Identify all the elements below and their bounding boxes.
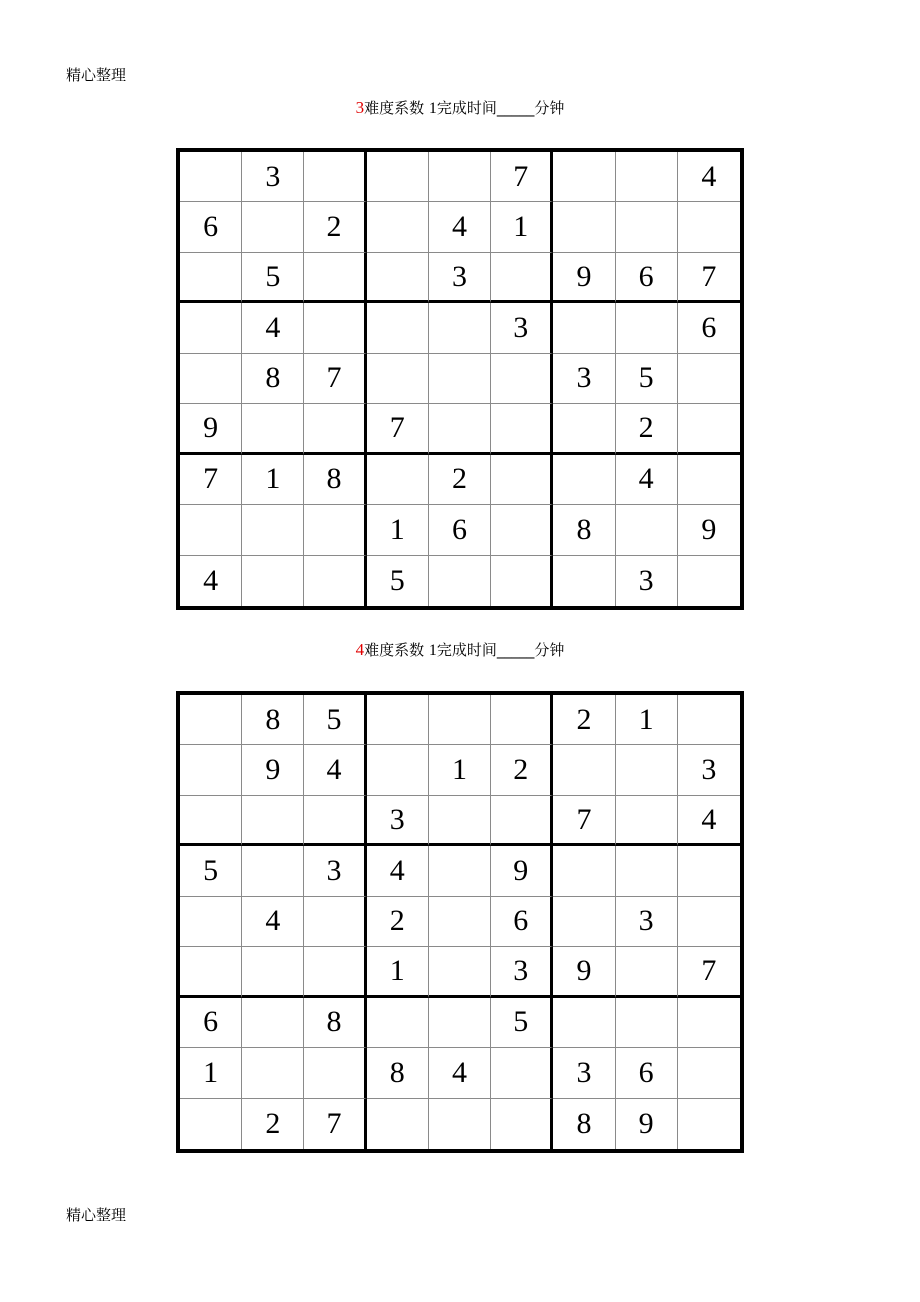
sudoku-cell <box>180 152 242 202</box>
sudoku-cell: 1 <box>429 745 491 795</box>
sudoku-cell: 3 <box>616 897 678 947</box>
sudoku-cell <box>180 796 242 846</box>
sudoku-cell <box>304 253 366 303</box>
sudoku-cell: 8 <box>553 505 615 555</box>
sudoku-cell: 4 <box>242 897 304 947</box>
difficulty-label: 难度系数 <box>364 99 425 117</box>
sudoku-cell <box>429 846 491 896</box>
sudoku-cell: 8 <box>242 695 304 745</box>
sudoku-cell: 5 <box>180 846 242 896</box>
page-footer-label: 精心整理 <box>66 1206 127 1224</box>
sudoku-cell <box>180 745 242 795</box>
puzzle-3-title <box>0 99 920 118</box>
sudoku-cell <box>304 796 366 846</box>
sudoku-cell <box>304 1048 366 1098</box>
sudoku-cell: 2 <box>491 745 553 795</box>
sudoku-cell: 4 <box>180 556 242 606</box>
sudoku-cell <box>304 152 366 202</box>
sudoku-cell <box>616 303 678 353</box>
sudoku-cell <box>678 354 740 404</box>
sudoku-cell: 6 <box>678 303 740 353</box>
sudoku-cell <box>616 796 678 846</box>
time-blank: _____ <box>496 99 535 117</box>
sudoku-cell <box>180 947 242 997</box>
sudoku-cell <box>616 152 678 202</box>
time-unit: 分钟 <box>534 99 565 117</box>
sudoku-cell: 2 <box>616 404 678 454</box>
sudoku-cell <box>180 505 242 555</box>
sudoku-cell: 3 <box>553 354 615 404</box>
sudoku-cell: 5 <box>304 695 366 745</box>
sudoku-cell <box>429 303 491 353</box>
sudoku-cell: 6 <box>491 897 553 947</box>
sudoku-grid-4 <box>176 691 744 1153</box>
sudoku-cell <box>180 303 242 353</box>
time-unit: 分钟 <box>534 641 565 659</box>
sudoku-cell <box>491 796 553 846</box>
sudoku-cell <box>553 556 615 606</box>
sudoku-cell <box>180 354 242 404</box>
sudoku-cell: 3 <box>304 846 366 896</box>
sudoku-cell: 3 <box>678 745 740 795</box>
sudoku-cell <box>429 947 491 997</box>
sudoku-cell <box>491 455 553 505</box>
sudoku-cell: 4 <box>429 202 491 252</box>
difficulty-value: 1 <box>428 100 437 117</box>
sudoku-cell <box>491 354 553 404</box>
sudoku-cell <box>678 897 740 947</box>
sudoku-cell: 6 <box>180 202 242 252</box>
sudoku-cell <box>242 796 304 846</box>
sudoku-cell <box>367 695 429 745</box>
sudoku-cell: 9 <box>553 253 615 303</box>
sudoku-cell <box>553 202 615 252</box>
sudoku-cell: 4 <box>429 1048 491 1098</box>
sudoku-cell <box>678 695 740 745</box>
sudoku-cell <box>429 695 491 745</box>
sudoku-cell <box>367 455 429 505</box>
sudoku-cell <box>553 998 615 1048</box>
sudoku-cell: 4 <box>242 303 304 353</box>
sudoku-cell <box>367 303 429 353</box>
sudoku-cell <box>553 303 615 353</box>
sudoku-cell <box>616 745 678 795</box>
sudoku-cell <box>367 202 429 252</box>
sudoku-cell: 9 <box>678 505 740 555</box>
sudoku-cell <box>616 846 678 896</box>
sudoku-cell <box>429 1099 491 1149</box>
sudoku-cell: 2 <box>367 897 429 947</box>
sudoku-cell: 7 <box>180 455 242 505</box>
sudoku-cell <box>429 998 491 1048</box>
sudoku-cell <box>491 695 553 745</box>
sudoku-cell: 1 <box>616 695 678 745</box>
sudoku-cell: 9 <box>553 947 615 997</box>
sudoku-cell <box>429 556 491 606</box>
sudoku-cell: 6 <box>616 1048 678 1098</box>
sudoku-cell <box>429 897 491 947</box>
puzzle-number: 3 <box>355 98 365 117</box>
sudoku-cell <box>367 354 429 404</box>
sudoku-cell <box>304 556 366 606</box>
sudoku-cell <box>491 556 553 606</box>
difficulty-value: 1 <box>428 642 437 659</box>
page-header-label: 精心整理 <box>66 66 127 84</box>
sudoku-cell <box>304 947 366 997</box>
sudoku-cell: 1 <box>491 202 553 252</box>
sudoku-cell <box>242 998 304 1048</box>
sudoku-cell <box>553 897 615 947</box>
sudoku-cell: 7 <box>367 404 429 454</box>
sudoku-cell <box>429 404 491 454</box>
time-label: 完成时间 <box>436 99 497 117</box>
sudoku-cell <box>491 404 553 454</box>
sudoku-cell <box>304 303 366 353</box>
sudoku-cell <box>616 505 678 555</box>
sudoku-cell: 8 <box>367 1048 429 1098</box>
sudoku-cell: 3 <box>491 303 553 353</box>
sudoku-cell <box>242 947 304 997</box>
sudoku-cell <box>553 846 615 896</box>
sudoku-cell <box>242 202 304 252</box>
sudoku-cell: 1 <box>180 1048 242 1098</box>
sudoku-cell: 8 <box>304 455 366 505</box>
sudoku-cell: 2 <box>242 1099 304 1149</box>
sudoku-cell: 6 <box>180 998 242 1048</box>
sudoku-cell: 3 <box>616 556 678 606</box>
time-label: 完成时间 <box>436 641 497 659</box>
sudoku-cell: 2 <box>429 455 491 505</box>
sudoku-cell: 6 <box>429 505 491 555</box>
sudoku-cell: 5 <box>491 998 553 1048</box>
sudoku-cell <box>180 695 242 745</box>
sudoku-cell: 9 <box>180 404 242 454</box>
sudoku-cell <box>616 998 678 1048</box>
sudoku-cell: 4 <box>678 152 740 202</box>
sudoku-cell: 9 <box>616 1099 678 1149</box>
sudoku-cell <box>242 1048 304 1098</box>
sudoku-cell: 4 <box>304 745 366 795</box>
sudoku-cell: 8 <box>242 354 304 404</box>
sudoku-cell <box>304 897 366 947</box>
sudoku-cell <box>180 253 242 303</box>
sudoku-cell <box>242 556 304 606</box>
sudoku-cell <box>180 1099 242 1149</box>
sudoku-cell <box>553 404 615 454</box>
sudoku-cell <box>678 455 740 505</box>
sudoku-cell <box>429 152 491 202</box>
sudoku-cell <box>429 354 491 404</box>
puzzle-number: 4 <box>355 640 365 659</box>
sudoku-cell <box>616 202 678 252</box>
sudoku-cell: 4 <box>678 796 740 846</box>
sudoku-cell <box>553 745 615 795</box>
sudoku-cell <box>180 897 242 947</box>
difficulty-label: 难度系数 <box>364 641 425 659</box>
sudoku-cell <box>616 947 678 997</box>
sudoku-cell: 7 <box>304 1099 366 1149</box>
sudoku-cell <box>367 253 429 303</box>
sudoku-cell <box>367 745 429 795</box>
sudoku-cell: 9 <box>242 745 304 795</box>
sudoku-cell: 5 <box>242 253 304 303</box>
sudoku-cell: 2 <box>304 202 366 252</box>
sudoku-cell: 3 <box>553 1048 615 1098</box>
sudoku-grid-3 <box>176 148 744 610</box>
sudoku-cell: 5 <box>616 354 678 404</box>
sudoku-cell: 7 <box>553 796 615 846</box>
sudoku-cell <box>678 556 740 606</box>
sudoku-cell <box>304 505 366 555</box>
sudoku-cell: 1 <box>367 505 429 555</box>
sudoku-cell: 2 <box>553 695 615 745</box>
sudoku-cell <box>678 998 740 1048</box>
sudoku-cell: 7 <box>678 253 740 303</box>
sudoku-cell <box>429 796 491 846</box>
sudoku-cell: 6 <box>616 253 678 303</box>
sudoku-cell <box>491 253 553 303</box>
sudoku-cell <box>678 846 740 896</box>
sudoku-cell <box>242 505 304 555</box>
sudoku-cell <box>304 404 366 454</box>
puzzle-4-title <box>0 641 920 660</box>
sudoku-cell <box>242 846 304 896</box>
sudoku-cell <box>491 1048 553 1098</box>
sudoku-cell <box>491 505 553 555</box>
sudoku-cell: 3 <box>367 796 429 846</box>
sudoku-cell <box>242 404 304 454</box>
sudoku-cell: 3 <box>242 152 304 202</box>
sudoku-cell: 7 <box>678 947 740 997</box>
sudoku-cell: 1 <box>242 455 304 505</box>
sudoku-cell: 4 <box>367 846 429 896</box>
sudoku-cell: 3 <box>429 253 491 303</box>
sudoku-cell <box>678 404 740 454</box>
sudoku-cell <box>491 1099 553 1149</box>
sudoku-cell <box>367 1099 429 1149</box>
sudoku-cell <box>678 1048 740 1098</box>
sudoku-cell: 3 <box>491 947 553 997</box>
sudoku-cell <box>678 1099 740 1149</box>
sudoku-cell: 8 <box>553 1099 615 1149</box>
sudoku-cell: 8 <box>304 998 366 1048</box>
sudoku-cell: 1 <box>367 947 429 997</box>
sudoku-cell <box>367 998 429 1048</box>
sudoku-cell: 7 <box>491 152 553 202</box>
sudoku-cell: 9 <box>491 846 553 896</box>
sudoku-cell <box>367 152 429 202</box>
sudoku-cell: 5 <box>367 556 429 606</box>
sudoku-cell <box>553 455 615 505</box>
sudoku-cell <box>553 152 615 202</box>
sudoku-cell: 4 <box>616 455 678 505</box>
sudoku-cell: 7 <box>304 354 366 404</box>
sudoku-cell <box>678 202 740 252</box>
time-blank: _____ <box>496 641 535 659</box>
